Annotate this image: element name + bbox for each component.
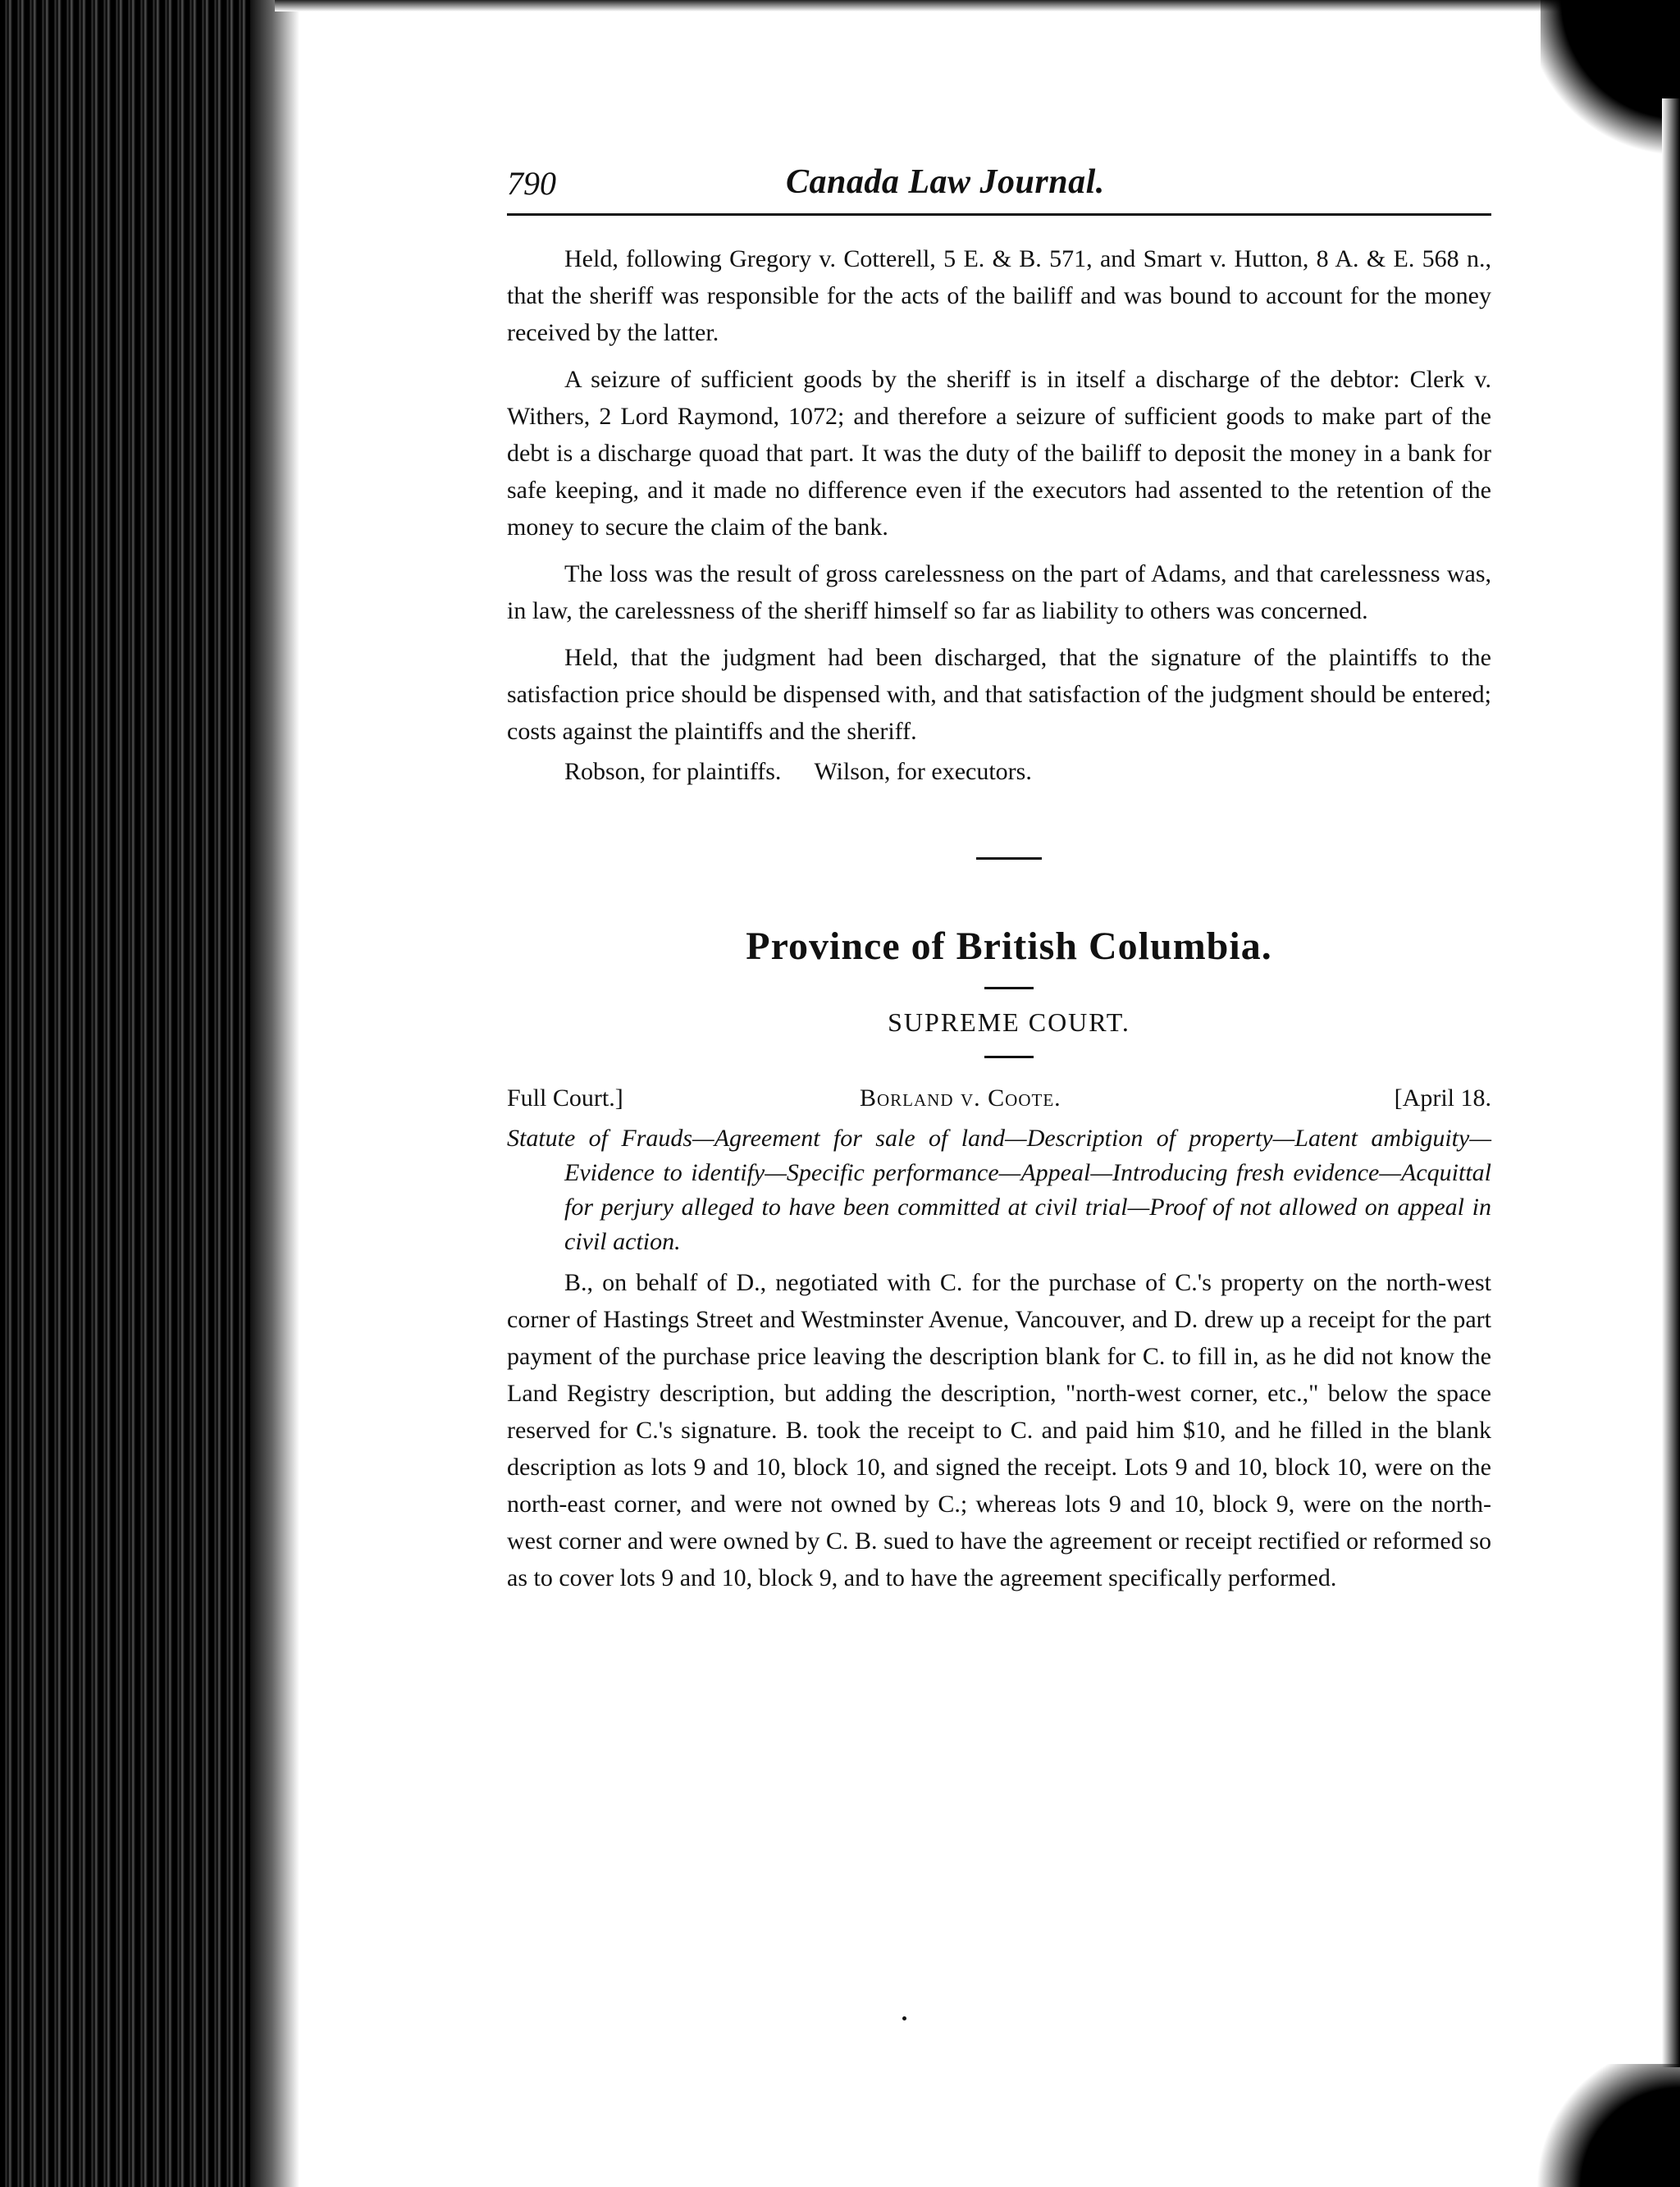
paragraph-seizure: A seizure of sufficient goods by the sheriff is in itself a discharge of the debtor: Clerk v. Withers, 2 Lord Raymond, 1072; and therefore a seizure of sufficient goods to make part of the debt is a discharge quoad that part. It was the duty of the bailiff to deposit the money in a bank for safe keeping, and it made no difference even if the executors had assented to the retention of the money to secure the claim of the bank.	[507, 366, 1491, 541]
page-number: 790	[507, 165, 556, 202]
counsel-line	[507, 753, 1491, 790]
scan-corner-top-right	[1541, 0, 1680, 164]
case-body: B., on behalf of D., negotiated with C. for the purchase of C.'s property on the north-west corner of Hastings Street and Westminster Avenue, Vancouver, and D. drew up a receipt for the part payment of the purchase price leaving the description blank for C. to fill in, as he did not know the Land Registry description, but adding the description, "north-west corner, etc.," below the space reserved for C.'s signature. B. took the receipt to C. and paid him $10, and he filled in the blank description as lots 9 and 10, block 10, and signed the receipt. Lots 9 and 10, block 10, were on the north-east corner, and were not owned by C.; whereas lots 9 and 10, block 9, were on the north-west corner and were owned by C. B. sued to have the agreement or receipt rectified or reformed so as to cover lots 9 and 10, block 9, and to have the agreement specifically performed.	[507, 1269, 1491, 1591]
scan-right-edge	[1662, 98, 1680, 2067]
counsel-plaintiffs: Robson, for plaintiffs.	[564, 758, 782, 785]
case-headnote: Statute of Frauds—Agreement for sale of land—Description of property—Latent ambiguity—Evidence to identify—Specific performance—Appeal—Introducing fresh evidence—Acquittal for perjury alleged to have been committed at civil trial—Proof of not allowed on appeal in civil action.	[507, 1125, 1491, 1255]
journal-title: Canada Law Journal.	[786, 163, 1105, 201]
scan-corner-bottom-right	[1524, 2064, 1680, 2187]
document-page	[507, 164, 1491, 1596]
counsel-executors: Wilson, for executors.	[814, 758, 1032, 785]
scan-binding-edge	[0, 0, 275, 2187]
case-date: [April 18.	[1394, 1084, 1491, 1112]
section-divider	[976, 857, 1042, 860]
paragraph-held-judgment: Held, that the judgment had been discharged, that the signature of the plaintiffs to the satisfaction price should be dispensed with, and that satisfaction of the judgment should be entered; costs against the plaintiffs and the sheriff.	[507, 644, 1491, 745]
case-court: Full Court.]	[507, 1084, 623, 1112]
paragraph-held-sheriff: Held, following Gregory v. Cotterell, 5 E. & B. 571, and Smart v. Hutton, 8 A. & E. 568 n., that the sheriff was responsible for the acts of the bailiff and was bound to account for the money received by the latter.	[507, 245, 1491, 346]
case-caption	[507, 1084, 1491, 1121]
court-heading: SUPREME COURT.	[888, 1007, 1130, 1037]
heading-divider	[984, 987, 1034, 989]
page-speck	[902, 2016, 906, 2020]
province-heading: Province of British Columbia.	[746, 925, 1272, 968]
case-title: Borland v. Coote.	[860, 1084, 1061, 1112]
running-head	[507, 164, 1491, 216]
scan-top-edge	[275, 0, 1680, 11]
paragraph-loss: The loss was the result of gross carelessness on the part of Adams, and that carelessness was, in law, the carelessness of the sheriff himself so far as liability to others was concerned.	[507, 560, 1491, 624]
court-divider	[984, 1056, 1034, 1058]
